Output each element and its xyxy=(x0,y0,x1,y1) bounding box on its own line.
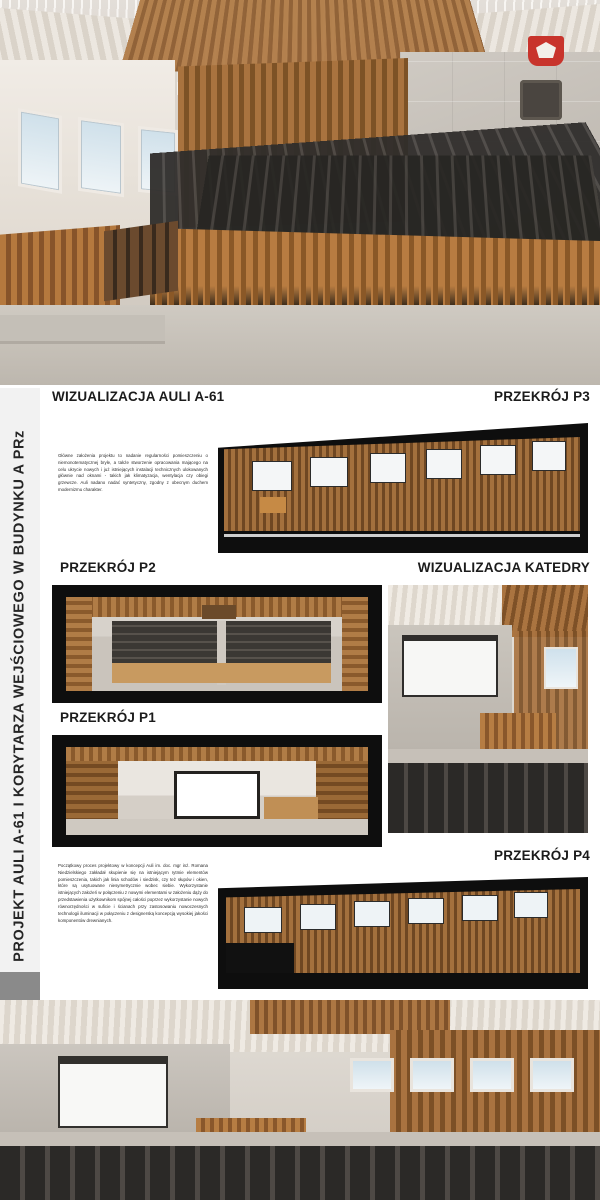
p1-right-wood-panel xyxy=(316,761,368,827)
eagle-emblem-icon xyxy=(528,36,564,66)
katedra-seating xyxy=(388,763,588,833)
p3-lectern xyxy=(260,497,286,513)
bottom-window xyxy=(410,1058,454,1092)
heading-przekroj-p3: PRZEKRÓJ P3 xyxy=(494,389,590,404)
top-render-image xyxy=(0,0,600,385)
title-bar-accent-block xyxy=(0,972,40,1000)
p4-window xyxy=(462,895,498,921)
drawings-sheet xyxy=(40,385,600,1000)
bottom-window xyxy=(350,1058,394,1092)
p1-projection-screen xyxy=(174,771,260,819)
window xyxy=(18,108,62,194)
heading-przekroj-p4: PRZEKRÓJ P4 xyxy=(494,848,590,863)
front-row-chairs xyxy=(104,221,178,301)
bottom-render-image xyxy=(0,1000,600,1200)
heading-wizualizacja-katedry: WIZUALIZACJA KATEDRY xyxy=(417,560,590,575)
p1-room xyxy=(66,747,368,835)
projection-screen xyxy=(402,635,498,697)
p4-window xyxy=(514,892,548,918)
section-drawing-p2 xyxy=(52,585,382,703)
bottom-ceiling-wood xyxy=(250,1000,450,1034)
poster-title: PROJEKT AULI A-61 I KORYTARZA WEJŚCIOWEGO W BUDYNKU A PRz xyxy=(11,430,28,962)
bottom-projection-screen xyxy=(58,1056,168,1128)
p2-stage xyxy=(112,663,331,683)
window xyxy=(78,117,124,197)
bottom-window xyxy=(470,1058,514,1092)
description-paragraph-2: Początkowy proces projektowy w koncepcji Auli im. doc. mgr inż. Romana Niedzielskiego zakładał skupienie się na istniejącym rytmie elementów pomieszczenia, takich jak linia schodów i siedzisk, czy też słupów i okien, które są usytuowane niesymetrycznie wobec siebie. Wykorzystanie istniejących założeń w połączeniu z nowymi elementami w założeniu dąży do przedstawienia użytkownikom spójnej całości poprzez wykorzystanie nowych równorzędności w suficie i ścianach przy zastosowaniu nowoczesnych technologii iluminacji w połączeniu z designerską koncepcją wysokiej jakości komponentów drewnianych. xyxy=(58,863,208,923)
p3-window xyxy=(532,441,566,471)
p4-window xyxy=(244,907,282,933)
p4-window xyxy=(354,901,390,927)
katedra-window xyxy=(544,647,578,689)
p1-floor xyxy=(66,819,368,835)
p3-window xyxy=(480,445,516,475)
vertical-title-bar xyxy=(0,385,40,1000)
p2-left-wall-slats xyxy=(66,597,92,691)
p3-floor-line xyxy=(224,534,580,537)
heading-wizualizacja-auli: WIZUALIZACJA AULI A-61 xyxy=(52,389,225,404)
heading-przekroj-p1: PRZEKRÓJ P1 xyxy=(60,710,156,725)
p2-wall-panel xyxy=(202,605,236,619)
p2-right-wall-slats xyxy=(342,597,368,691)
p3-window xyxy=(310,457,348,487)
katedra-render-image xyxy=(388,585,588,833)
p4-window xyxy=(300,904,336,930)
p3-window xyxy=(426,449,462,479)
p4-window xyxy=(408,898,444,924)
p3-window xyxy=(370,453,406,483)
p1-ceiling-slats xyxy=(66,747,368,761)
stage-step xyxy=(0,315,165,341)
description-paragraph-1: Główne założenia projektu to nadanie regularności pomieszczeniu o niemonotematycznej bryle, a także stworzenie opracowania mającego na celu ukrycie nowych i już istniejących instalacji technicznych ulokowanych głównie nad oknami - takich jak klimatyzacja, wentylacja czy obiegi grzewcze. Auli nadano nadać syntetyczny, zgodny z obecnym duchem modernizmu charakter. xyxy=(58,453,208,493)
p4-stage-block xyxy=(226,943,294,973)
katedra-ceiling-wood xyxy=(502,585,588,637)
p1-lectern xyxy=(264,797,318,819)
heading-przekroj-p2: PRZEKRÓJ P2 xyxy=(60,560,156,575)
bottom-seating xyxy=(0,1146,600,1200)
p1-left-wood-panel xyxy=(66,761,118,827)
section-drawing-p3 xyxy=(218,423,588,553)
section-drawing-p1 xyxy=(52,735,382,847)
section-drawing-p4 xyxy=(218,877,588,989)
university-crest-icon xyxy=(520,80,562,120)
p2-room xyxy=(66,597,368,691)
p3-window xyxy=(252,461,292,491)
bottom-window xyxy=(530,1058,574,1092)
